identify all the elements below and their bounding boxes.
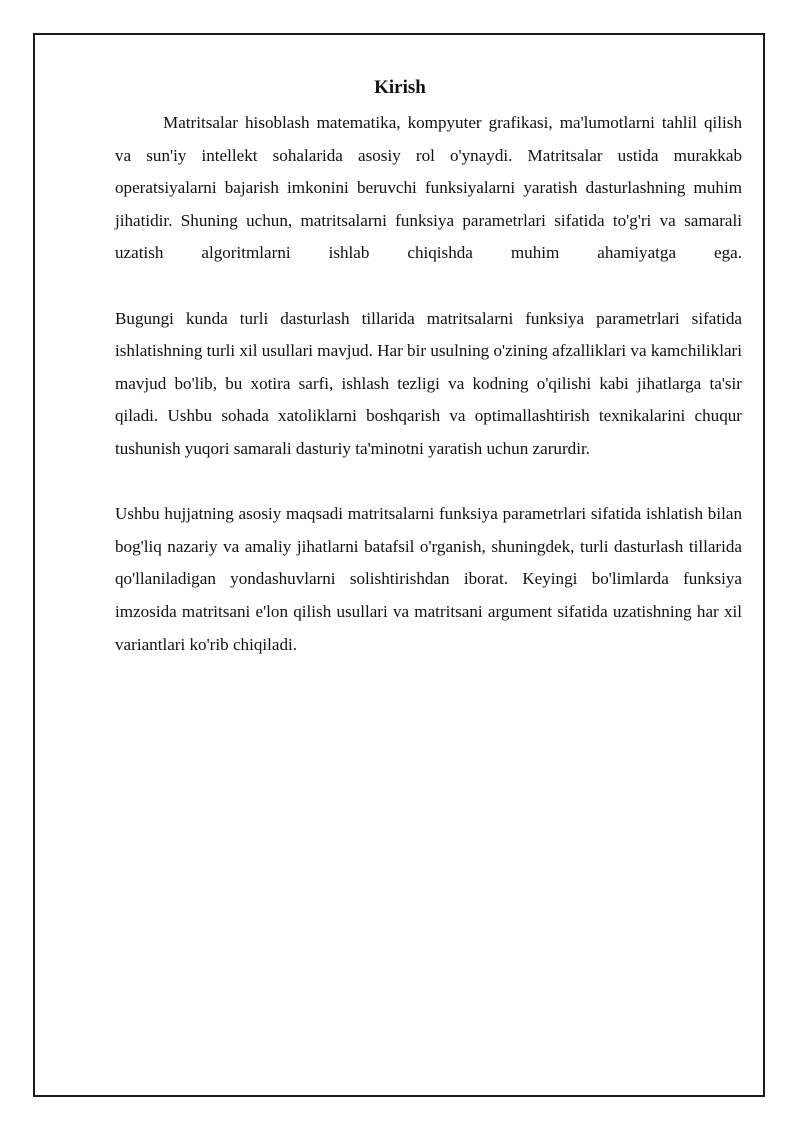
paragraph-purpose: Ushbu hujjatning asosiy maqsadi matritsalarni funksiya parametrlari sifatida ishlatish bilan bog'liq nazariy va amaliy jihatlarni batafsil o'rganish, shuningdek, turli dasturlash tillarida qo'llaniladigan yondashuvlarni solishtirishdan iborat. Keyingi bo'limlarda funksiya imzosida matritsani e'lon qilish usullari va matritsani argument sifatida uzatishning har xil variantlari ko'rib chiqiladi. <box>115 504 742 654</box>
document-body <box>115 107 742 661</box>
paragraph-intro: Matritsalar hisoblash matematika, kompyuter grafikasi, ma'lumotlarni tahlil qilish va sun'iy intellekt sohalarida asosiy rol o'ynaydi. Matritsalar ustida murakkab operatsiyalarni bajarish imkonini beruvchi funksiyalarni yaratish dasturlashning muhim jihatidir. Shuning uchun, matritsalarni funksiya parametrlari sifatida to'g'ri va samarali uzatish algoritmlarni ishlab chiqishda muhim ahamiyatga ega. <box>115 113 742 263</box>
section-heading: Kirish <box>374 77 426 98</box>
paragraph-spacer <box>115 466 742 499</box>
paragraph-methods: Bugungi kunda turli dasturlash tillarida matritsalarni funksiya parametrlari sifatida ishlatishning turli xil usullari mavjud. Har bir usulning o'zining afzalliklari va kamchiliklari mavjud bo'lib, bu xotira sarfi, ishlash tezligi va kodning o'qilishi kabi jihatlarga ta'sir qiladi. Ushbu sohada xatoliklarni boshqarish va optimallashtirish texnikalarini chuqur tushunish yuqori samarali dasturiy ta'minotni yaratish uchun zarurdir. <box>115 308 742 458</box>
paragraph-spacer <box>115 270 742 303</box>
